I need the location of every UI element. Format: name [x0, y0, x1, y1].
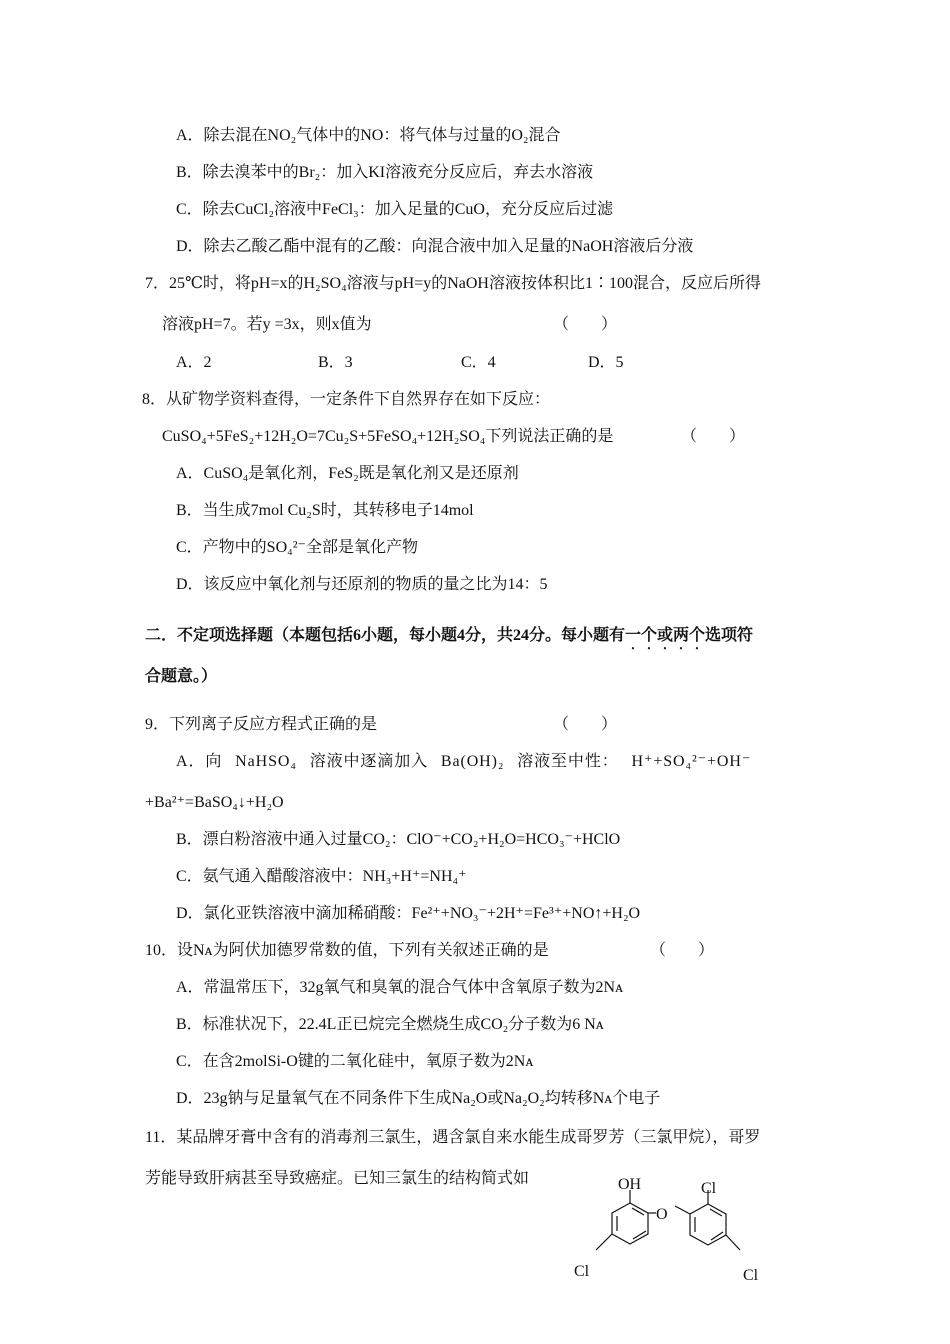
- cl-bond-right: [726, 1235, 740, 1250]
- q7-option-a: A．2: [176, 354, 212, 371]
- q8-option-d: D．该反应中氧化剂与还原剂的物质的量之比为14：5: [176, 576, 548, 593]
- q7-stem-line2: 溶液pH=7。若y =3x，则x值为: [162, 316, 372, 333]
- q7-stem-line1: 7．25℃时，将pH=x的H₂SO₄溶液与pH=y的NaOH溶液按体积比1∶100混合，反应后所得: [145, 275, 761, 292]
- q11-stem-line1: 11．某品牌牙膏中含有的消毒剂三氯生，遇含氯自来水能生成哥罗芳（三氯甲烷），哥罗: [145, 1129, 761, 1146]
- ether-o-label: O: [656, 1206, 668, 1223]
- triclosan-structure: [560, 1170, 800, 1300]
- section2-heading-pre: 二．不定项选择题（本题包括6小题，每小题4分，共24分。每小题有: [145, 627, 626, 644]
- ether-bond-right: [675, 1206, 690, 1214]
- q8-stem-line2: CuSO₄+5FeS₂+12H₂O=7Cu₂S+5FeSO₄+12H₂SO₄下列说法正确的是: [162, 428, 614, 445]
- cl-bond-left: [596, 1234, 612, 1250]
- q9-option-a-line2: +Ba²⁺=BaSO₄↓+H₂O: [145, 794, 284, 811]
- q8-answer-paren: （ ）: [681, 428, 746, 445]
- cl-left-label: Cl: [574, 1263, 590, 1280]
- q6-option-a: A．除去混在NO₂气体中的NO：将气体与过量的O₂混合: [176, 127, 561, 144]
- q10-option-b: B．标准状况下，22.4L正已烷完全燃烧生成CO₂分子数为6 Nᴀ: [176, 1016, 604, 1033]
- q9-answer-paren: （ ）: [553, 716, 618, 733]
- q10-option-a: A．常温常压下，32g氧气和臭氧的混合气体中含氧原子数为2Nᴀ: [176, 979, 624, 996]
- q9-stem: 9．下列离子反应方程式正确的是: [145, 716, 378, 733]
- q7-option-c: C．4: [461, 354, 496, 371]
- q9-option-a-line1: A．向 NaHSO₄ 溶液中逐滴加入 Ba(OH)₂ 溶液至中性： H⁺+SO₄²⁻+OH⁻: [176, 753, 752, 770]
- q6-option-c: C．除去CuCl₂溶液中FeCl₃：加入足量的CuO，充分反应后过滤: [176, 201, 613, 218]
- q7-answer-paren: （ ）: [553, 316, 618, 333]
- q11-stem-line2: 芳能导致肝病甚至导致癌症。已知三氯生的结构简式如: [145, 1170, 530, 1187]
- q9-option-c: C．氨气通入醋酸溶液中：NH₃+H⁺=NH₄⁺: [176, 868, 467, 885]
- q8-option-c: C．产物中的SO₄²⁻全部是氧化产物: [176, 539, 418, 556]
- q10-stem: 10．设Nᴀ为阿伏加德罗常数的值，下列有关叙述正确的是: [145, 942, 549, 959]
- section2-heading-line2: 合题意。）: [145, 668, 218, 685]
- q10-option-d: D．23g钠与足量氧气在不同条件下生成Na₂O或Na₂O₂均转移Nᴀ个电子: [176, 1090, 661, 1107]
- q6-option-d: D．除去乙酸乙酯中混有的乙酸：向混合液中加入足量的NaOH溶液后分液: [176, 238, 694, 255]
- q10-option-c: C．在含2molSi-O键的二氧化硅中，氧原子数为2Nᴀ: [176, 1053, 534, 1070]
- q9-option-d: D．氯化亚铁溶液中滴加稀硝酸：Fe²⁺+NO₃⁻+2H⁺=Fe³⁺+NO↑+H₂O: [176, 905, 641, 922]
- q9-option-b: B．漂白粉溶液中通入过量CO₂：ClO⁻+CO₂+H₂O=HCO₃⁻+HClO: [176, 831, 621, 848]
- q8-option-a: A．CuSO₄是氧化剂，FeS₂既是氧化剂又是还原剂: [176, 465, 519, 482]
- cl-right-label: Cl: [743, 1267, 759, 1284]
- q8-stem-line1: 8．从矿物学资料查得，一定条件下自然界存在如下反应：: [142, 391, 551, 408]
- section2-heading-post: 选项符: [705, 627, 754, 644]
- q7-option-b: B．3: [318, 354, 353, 371]
- q6-option-b: B．除去溴苯中的Br₂：加入KI溶液充分反应后，弃去水溶液: [176, 164, 594, 181]
- q7-option-d: D．5: [588, 354, 624, 371]
- q10-answer-paren: （ ）: [650, 942, 715, 959]
- oh-label: OH: [618, 1176, 642, 1193]
- cl-top-label: Cl: [701, 1180, 717, 1197]
- q8-option-b: B．当生成7mol Cu₂S时，其转移电子14mol: [176, 502, 474, 519]
- section2-heading-emphasis: 一个或两个: [625, 627, 706, 644]
- section2-heading-line1: [145, 626, 753, 653]
